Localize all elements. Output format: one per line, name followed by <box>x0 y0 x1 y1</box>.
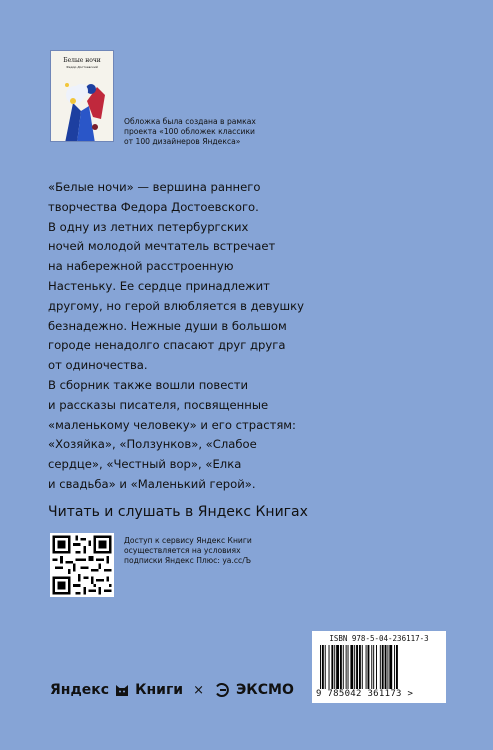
barcode-bar <box>371 645 372 689</box>
barcode-bar <box>346 645 347 689</box>
barcode-bar <box>394 645 395 689</box>
barcode-bar <box>331 645 333 689</box>
barcode-bar <box>389 645 392 689</box>
caption-line: проекта «100 обложек классики <box>124 127 255 136</box>
description-line: В одну из летних петербургских <box>48 219 249 234</box>
isbn-digits-text: 9 785042 361173 <box>316 689 402 699</box>
barcode-bar <box>382 645 384 689</box>
barcode-bars <box>320 645 440 689</box>
barcode-bar <box>359 645 361 689</box>
isbn-digits <box>316 689 413 699</box>
barcode-bar <box>320 645 321 689</box>
description-line: ночей молодой мечтатель встречает <box>48 239 276 254</box>
yandex-logo-text: Яндекс <box>50 682 110 698</box>
thumbnail-author: Федор Достоевский <box>66 65 98 69</box>
thumbnail-title: Белые ночи <box>63 57 101 64</box>
isbn-arrow: > <box>407 689 414 699</box>
cover-caption <box>124 117 424 147</box>
publisher-logos <box>50 680 294 700</box>
description-line: и свадьба» и «Маленький герой». <box>48 476 256 491</box>
description-line: Настеньку. Ее сердце принадлежит <box>48 278 270 293</box>
book-description <box>48 178 368 495</box>
barcode-bar <box>340 645 342 689</box>
access-line: осуществляется на условиях <box>124 546 241 555</box>
isbn-label: ISBN 978-5-04-236117-3 <box>329 634 429 643</box>
cross-separator: × <box>193 682 205 698</box>
cover-illustration-icon <box>51 51 114 142</box>
description-line: безнадежно. Нежные души в большом <box>48 318 287 333</box>
barcode-bar <box>373 645 374 689</box>
description-line: другому, но герой влюбляется в девушку <box>48 298 304 313</box>
barcode-bar <box>380 645 381 689</box>
barcode-bar <box>350 645 353 689</box>
barcode-bar <box>387 645 388 689</box>
books-logo-text: Книги <box>135 682 184 698</box>
eksmo-logo-text: ЭКСМО <box>236 682 294 698</box>
barcode-bar <box>356 645 358 689</box>
qr-code-icon <box>50 533 114 597</box>
barcode-bar <box>385 645 387 689</box>
description-line: и рассказы писателя, посвященные <box>48 397 269 412</box>
barcode-bar <box>322 645 324 689</box>
description-line: на набережной расстроенную <box>48 259 234 274</box>
description-line: «маленькому человеку» и его страстям: <box>48 417 296 432</box>
access-line: подписки Яндекс Плюс: ya.cc/Ъ <box>124 556 252 565</box>
description-line: от одиночества. <box>48 358 148 373</box>
caption-line: Обложка была создана в рамках <box>124 117 256 126</box>
barcode-bar <box>329 645 330 689</box>
access-note <box>124 536 324 566</box>
read-listen-heading: Читать и слушать в Яндекс Книгах <box>48 504 308 520</box>
barcode-bar <box>368 645 370 689</box>
barcode-bar <box>334 645 335 689</box>
barcode-bar <box>348 645 349 689</box>
barcode-bar <box>396 645 398 689</box>
barcode-bar <box>362 645 363 689</box>
description-line: городе ненадолго спасают друг друга <box>48 338 286 353</box>
barcode-bar <box>376 645 377 689</box>
description-line: «Белые ночи» — вершина раннего <box>48 180 261 194</box>
access-line: Доступ к сервису Яндекс Книги <box>124 536 252 545</box>
description-line: В сборник также вошли повести <box>48 377 249 392</box>
isbn-barcode <box>312 631 446 703</box>
description-line: «Хозяйка», «Ползунков», «Слабое <box>48 437 257 452</box>
barcode-bar <box>354 645 355 689</box>
description-line: сердце», «Честный вор», «Елка <box>48 457 242 472</box>
cover-thumbnail <box>50 50 114 142</box>
eksmo-logo-icon <box>214 682 230 698</box>
barcode-bar <box>325 645 326 689</box>
caption-line: от 100 дизайнеров Яндекса» <box>124 137 241 146</box>
description-line: творчества Федора Достоевского. <box>48 199 259 214</box>
barcode-bar <box>336 645 339 689</box>
qr-code[interactable] <box>50 533 114 597</box>
barcode-bar <box>343 645 344 689</box>
barcode-bar <box>366 645 367 689</box>
cat-logo-icon <box>115 683 129 697</box>
